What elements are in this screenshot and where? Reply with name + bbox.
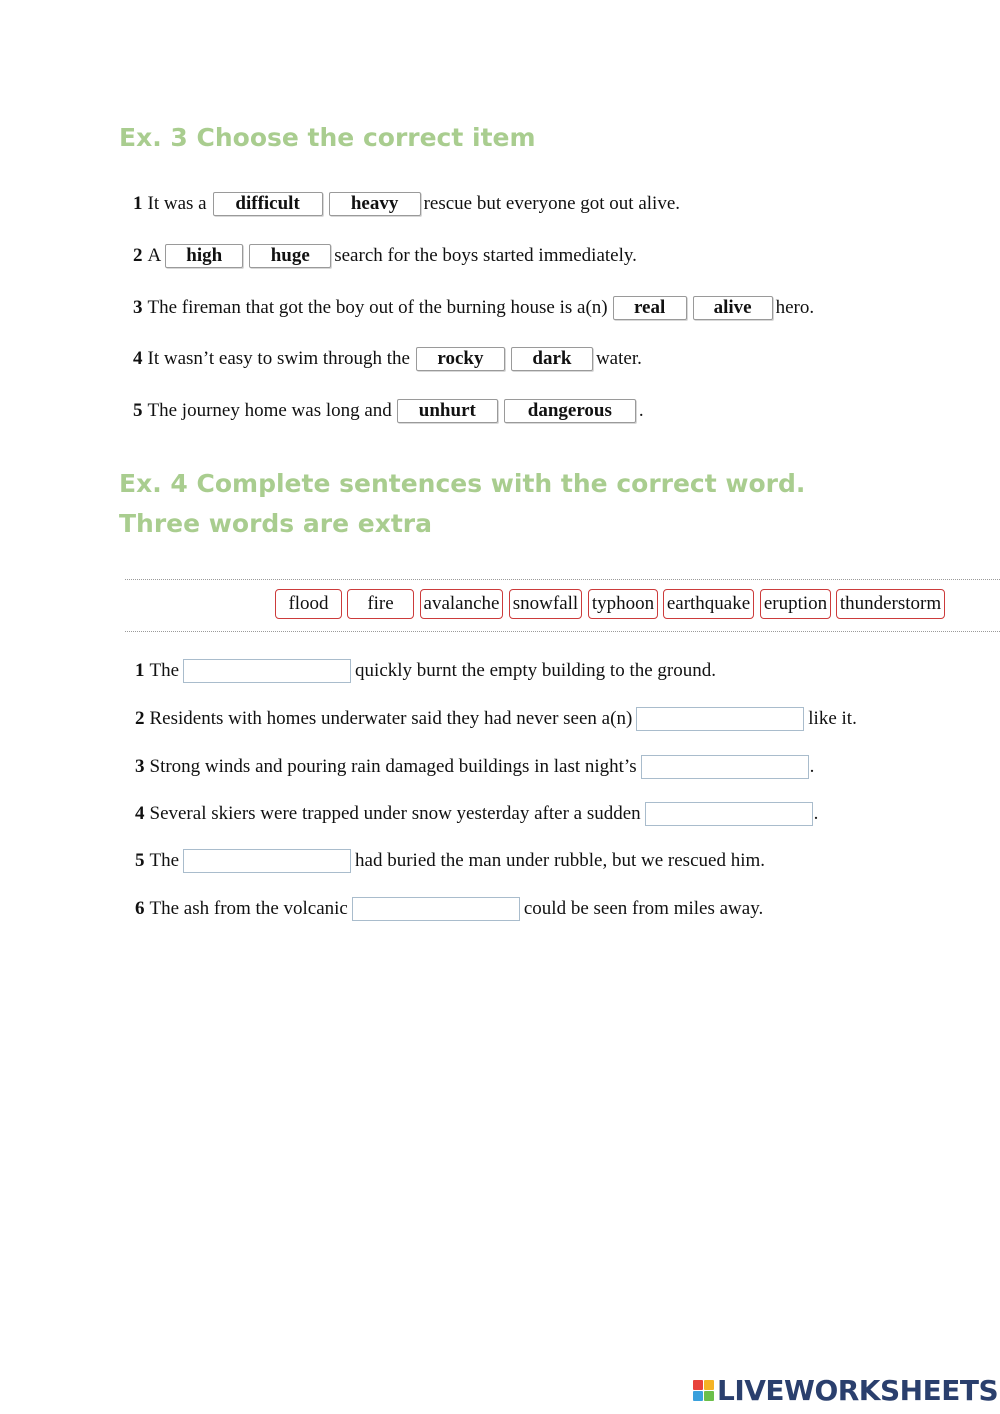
word-tile-avalanche[interactable]: avalanche	[420, 589, 503, 619]
item-text-before: The	[149, 850, 180, 871]
item-text-after: could be seen from miles away.	[523, 898, 764, 919]
word-tile-eruption[interactable]: eruption	[760, 589, 831, 619]
item-text-after: .	[809, 756, 815, 777]
item-text-before: The fireman that got the boy out of the burning house is a(n)	[147, 297, 608, 318]
item-text-before: The	[149, 660, 180, 681]
item-number: 3	[133, 297, 143, 318]
item-text-after: hero.	[775, 297, 815, 318]
choice-option-unhurt[interactable]: unhurt	[397, 399, 498, 423]
word-tile-flood[interactable]: flood	[275, 589, 342, 619]
ex4-title: Ex. 4 Complete sentences with the correct word. Three words are extra	[119, 469, 806, 538]
ex4-item-2	[135, 706, 857, 732]
choice-option-high[interactable]: high	[165, 244, 243, 268]
word-bank	[125, 579, 1000, 632]
word-tile-snowfall[interactable]: snowfall	[509, 589, 582, 619]
ex3-item-3	[133, 295, 814, 321]
choice-option-rocky[interactable]: rocky	[416, 347, 505, 371]
choice-option-difficult[interactable]: difficult	[213, 192, 323, 216]
ex3-item-4	[133, 346, 642, 372]
item-number: 1	[135, 660, 145, 681]
ex3-item-1	[133, 191, 680, 217]
ex3-item-5	[133, 398, 644, 424]
item-number: 5	[135, 850, 145, 871]
item-text-before: Strong winds and pouring rain damaged buildings in last night’s	[149, 756, 637, 777]
item-number: 4	[135, 803, 145, 824]
logo-icon	[693, 1380, 714, 1401]
ex3-title: Ex. 3 Choose the correct item	[119, 123, 536, 152]
answer-blank-4[interactable]	[645, 802, 813, 826]
item-text-after: .	[638, 400, 644, 421]
item-number: 5	[133, 400, 143, 421]
item-text-before: Several skiers were trapped under snow yesterday after a sudden	[149, 803, 641, 824]
item-text-after: water.	[595, 348, 642, 369]
item-number: 6	[135, 898, 145, 919]
item-text-after: had buried the man under rubble, but we rescued him.	[355, 850, 766, 871]
item-number: 2	[133, 245, 143, 266]
choice-option-real[interactable]: real	[613, 296, 687, 320]
answer-blank-6[interactable]	[352, 897, 520, 921]
ex4-item-6	[135, 896, 763, 922]
logo-square-icon	[704, 1380, 714, 1390]
item-text-before: The journey home was long and	[147, 400, 392, 421]
liveworksheets-logo	[693, 1372, 998, 1408]
logo-text: LIVEWORKSHEETS	[717, 1373, 999, 1407]
item-number: 4	[133, 348, 143, 369]
choice-option-dark[interactable]: dark	[511, 347, 593, 371]
answer-blank-5[interactable]	[183, 849, 351, 873]
choice-option-dangerous[interactable]: dangerous	[504, 399, 636, 423]
word-tile-thunderstorm[interactable]: thunderstorm	[836, 589, 945, 619]
ex3-item-2	[133, 243, 637, 269]
word-tile-typhoon[interactable]: typhoon	[588, 589, 658, 619]
item-text-after: rescue but everyone got out alive.	[423, 193, 681, 214]
answer-blank-3[interactable]	[641, 755, 809, 779]
item-text-before: Residents with homes underwater said they had never seen a(n)	[149, 708, 633, 729]
logo-square-icon	[704, 1391, 714, 1401]
item-text-after: like it.	[808, 708, 857, 729]
logo-square-icon	[693, 1391, 703, 1401]
word-tile-fire[interactable]: fire	[347, 589, 414, 619]
item-text-before: A	[147, 245, 162, 266]
logo-square-icon	[693, 1380, 703, 1390]
ex4-item-1	[135, 658, 716, 684]
item-text-before: It was a	[147, 193, 207, 214]
choice-option-alive[interactable]: alive	[693, 296, 773, 320]
item-text-after: .	[813, 803, 819, 824]
answer-blank-2[interactable]	[636, 707, 804, 731]
item-number: 2	[135, 708, 145, 729]
item-text-before: The ash from the volcanic	[149, 898, 348, 919]
item-number: 1	[133, 193, 143, 214]
word-tile-earthquake[interactable]: earthquake	[663, 589, 754, 619]
item-text-after: search for the boys started immediately.	[334, 245, 637, 266]
item-text-after: quickly burnt the empty building to the ground.	[355, 660, 717, 681]
item-number: 3	[135, 756, 145, 777]
answer-blank-1[interactable]	[183, 659, 351, 683]
choice-option-heavy[interactable]: heavy	[329, 192, 421, 216]
choice-option-huge[interactable]: huge	[249, 244, 331, 268]
ex4-item-5	[135, 848, 765, 874]
ex4-item-4	[135, 801, 818, 827]
ex4-item-3	[135, 754, 814, 780]
item-text-before: It wasn’t easy to swim through the	[147, 348, 410, 369]
